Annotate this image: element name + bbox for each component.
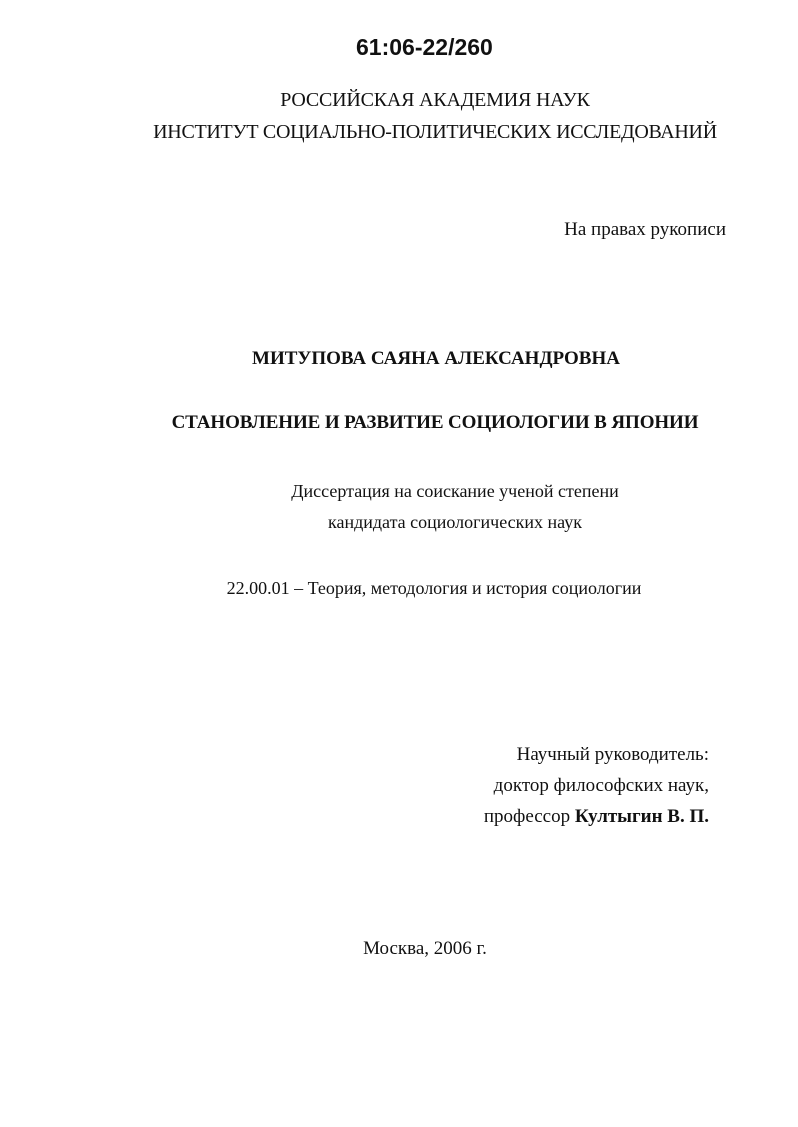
supervisor-position: профессор (483, 806, 571, 827)
academy-name: РОССИЙСКАЯ АКАДЕМИЯ НАУК (280, 89, 590, 111)
place-and-year: Москва, 2006 г. (363, 938, 487, 959)
supervisor-label: Научный руководитель: (516, 744, 709, 765)
supervisor-line (484, 801, 709, 832)
dissertation-title: СТАНОВЛЕНИЕ И РАЗВИТИЕ СОЦИОЛОГИИ В ЯПОНИИ (171, 412, 699, 433)
author-name: МИТУПОВА САЯНА АЛЕКСАНДРОВНА (252, 348, 620, 369)
supervisor-degree: доктор философских наук, (493, 775, 709, 796)
manuscript-rights-note: На правах рукописи (564, 219, 726, 240)
specialty-code: 22.00.01 – Теория, методология и история социологии (226, 578, 642, 598)
supervisor-name: Култыгин В. П. (574, 806, 709, 827)
supervisor-block (484, 739, 709, 832)
degree-line-2: кандидата социологических наук (328, 512, 582, 532)
catalog-number: 61:06-22/260 (356, 34, 493, 60)
degree-line-1: Диссертация на соискание ученой степени (291, 481, 619, 501)
institute-name: ИНСТИТУТ СОЦИАЛЬНО-ПОЛИТИЧЕСКИХ ИССЛЕДОВАНИЙ (153, 121, 717, 143)
